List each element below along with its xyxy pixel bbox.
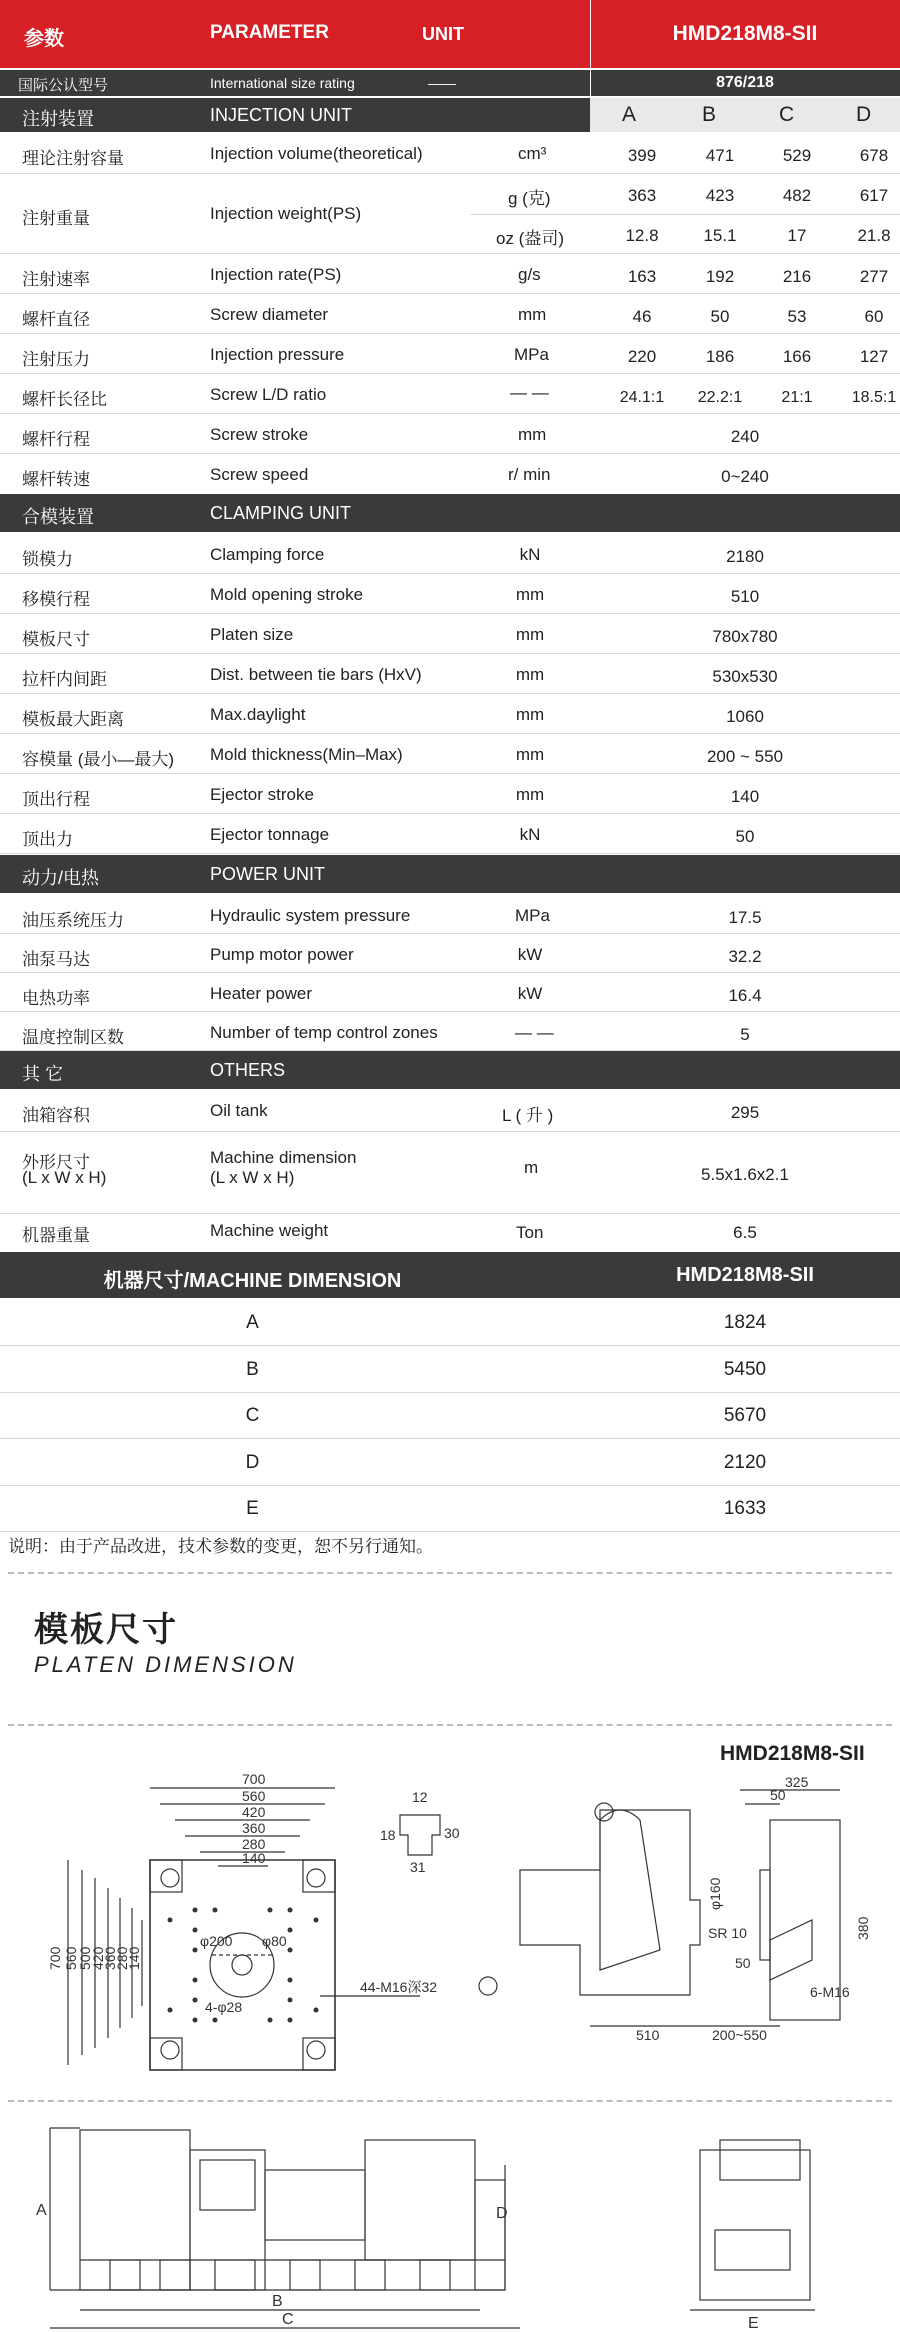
- row-value: 780x780: [712, 627, 778, 646]
- row-cn: 拉杆内间距: [22, 670, 107, 689]
- row-unit: mm: [515, 705, 545, 724]
- row-value: 617: [859, 186, 889, 205]
- label-holes: 44-M16深32: [360, 1979, 438, 1995]
- row-en: Ejector tonnage: [210, 825, 330, 844]
- row-cn: 容模量 (最小—最大): [22, 750, 175, 769]
- injection-section-header: [0, 98, 900, 132]
- row-en: Hydraulic system pressure: [210, 906, 411, 925]
- row-divider: [0, 453, 900, 454]
- platen-drawing: [0, 1760, 900, 2080]
- row-cn: 螺杆行程: [22, 430, 90, 449]
- dimension-header: [0, 1252, 900, 1298]
- row-value: 240: [730, 427, 760, 446]
- row-en: Screw diameter: [210, 305, 329, 324]
- row-cn: 移模行程: [22, 590, 90, 609]
- dim-d-label: D: [496, 2205, 508, 2222]
- label-d200: φ200: [200, 1933, 233, 1949]
- side-510: 510: [636, 2027, 660, 2043]
- row-unit: cm³: [518, 144, 547, 163]
- side-50b: 50: [735, 1955, 751, 1971]
- row-en: Injection weight(PS): [210, 204, 362, 223]
- end-view-top: [720, 2140, 800, 2180]
- others-section-cn: 其 它: [22, 1064, 64, 1084]
- row-divider: [0, 293, 900, 294]
- row-unit: g (克): [508, 189, 551, 208]
- row-cn: 螺杆长径比: [22, 390, 107, 409]
- row-unit: kW: [517, 984, 543, 1003]
- side-325: 325: [785, 1774, 809, 1790]
- power-section-header: [0, 855, 900, 893]
- row-unit: kN: [519, 825, 541, 844]
- row-divider: [0, 1485, 900, 1486]
- dashed-divider: [8, 1724, 892, 1726]
- row-en: Screw speed: [210, 465, 309, 484]
- side-6m16: 6-M16: [810, 1984, 850, 2000]
- row-value: 21:1: [781, 389, 813, 406]
- dim-left-140: 140: [126, 1946, 142, 1970]
- dimension-value: 5670: [723, 1405, 767, 1426]
- row-value: 22.2:1: [697, 389, 743, 406]
- row-divider: [0, 413, 900, 414]
- rating-cn: 国际公认型号: [18, 77, 109, 94]
- row-cn: 螺杆转速: [22, 470, 90, 489]
- row-divider: [0, 373, 900, 374]
- dim-420-label: 420: [242, 1804, 266, 1820]
- dim-700-label: 700: [242, 1771, 266, 1787]
- row-divider: [0, 972, 900, 973]
- row-divider: [0, 173, 900, 174]
- header-col-param-cn: 参数: [24, 28, 64, 50]
- dim-left-500: 500: [77, 1946, 93, 1970]
- row-unit: kN: [519, 545, 541, 564]
- col-a: A: [622, 103, 637, 126]
- row-divider: [470, 214, 900, 215]
- row-unit: g/s: [518, 265, 541, 284]
- row-unit: r/ min: [508, 465, 551, 484]
- row-en: Platen size: [210, 625, 294, 644]
- row-en: Pump motor power: [210, 945, 354, 964]
- slot-18: 18: [380, 1827, 396, 1843]
- row-divider: [0, 1011, 900, 1012]
- dim-140-label: 140: [242, 1850, 266, 1866]
- row-unit: mm: [515, 665, 545, 684]
- platen-title-cn: 模板尺寸: [34, 1611, 178, 1649]
- injection-section-cn: 注射装置: [22, 109, 94, 129]
- row-unit: kW: [517, 945, 543, 964]
- platen-title-en: PLATEN DIMENSION: [34, 1652, 297, 1677]
- row-unit: Ton: [516, 1223, 544, 1242]
- row-value: 21.8: [857, 226, 891, 245]
- row-divider: [0, 853, 900, 854]
- row-value: 53: [787, 307, 807, 326]
- row-divider: [0, 333, 900, 334]
- row-value: 295: [730, 1103, 760, 1122]
- row-cn: 外形尺寸: [22, 1153, 90, 1172]
- row-en: Injection rate(PS): [210, 265, 342, 284]
- row-value: 5: [740, 1025, 750, 1044]
- row-divider: [0, 613, 900, 614]
- row-value: 220: [627, 347, 657, 366]
- row-unit: L ( 升 ): [502, 1106, 554, 1125]
- dimension-model: HMD218M8-SII: [676, 1264, 814, 1286]
- dimension-label: A: [246, 1312, 259, 1333]
- dim-360-label: 360: [242, 1820, 266, 1836]
- row-value: 24.1:1: [619, 389, 665, 406]
- row-cn: 模板最大距离: [22, 710, 124, 729]
- row-cn: 模板尺寸: [22, 630, 90, 649]
- dimension-label: D: [245, 1451, 260, 1473]
- row-en: Mold opening stroke: [210, 585, 364, 604]
- row-en: Max.daylight: [210, 705, 306, 724]
- row-value: 163: [627, 267, 657, 286]
- row-value: 192: [705, 267, 735, 286]
- row-en: Machine weight: [210, 1221, 329, 1240]
- row-en: Injection volume(theoretical): [210, 144, 423, 163]
- row-en: Screw stroke: [210, 425, 309, 444]
- dim-left-280: 280: [114, 1946, 130, 1970]
- col-d: D: [856, 103, 872, 126]
- row-en: Clamping force: [210, 545, 325, 564]
- clamping-section-cn: 合模装置: [22, 507, 94, 527]
- row-divider: [0, 933, 900, 934]
- row-divider: [0, 1345, 900, 1346]
- rating-en: International size rating: [210, 75, 355, 91]
- dimension-label: E: [246, 1498, 259, 1519]
- dim-left-420: 420: [90, 1946, 106, 1970]
- row-divider: [0, 1392, 900, 1393]
- row-cn: 螺杆直径: [22, 310, 90, 329]
- row-value: 529: [782, 146, 812, 165]
- row-unit: oz (盎司): [496, 229, 564, 248]
- row-divider: [0, 1131, 900, 1132]
- row-value: 60: [864, 307, 884, 326]
- row-value: 50: [735, 827, 755, 846]
- row-value: 32.2: [728, 947, 762, 966]
- row-cn: 顶出行程: [22, 790, 90, 809]
- slot-30: 30: [444, 1825, 460, 1841]
- dimension-label: C: [245, 1405, 260, 1426]
- row-divider: [0, 1213, 900, 1214]
- row-en: Injection pressure: [210, 345, 345, 364]
- slot-31: 31: [410, 1859, 426, 1875]
- side-380: 380: [855, 1916, 871, 1940]
- row-value: 12.8: [625, 226, 659, 245]
- col-b: B: [702, 103, 717, 126]
- side-d160: φ160: [707, 1877, 723, 1910]
- tie-bar-corner: [150, 2038, 182, 2070]
- row-value: 2180: [726, 547, 764, 566]
- rating-row: [0, 70, 900, 96]
- row-value: 46: [632, 307, 652, 326]
- label-d80: φ80: [262, 1933, 287, 1949]
- side-200-550: 200~550: [712, 2027, 767, 2043]
- row-en: Oil tank: [210, 1101, 268, 1120]
- machine-frame: [80, 2130, 190, 2290]
- row-value: 482: [782, 186, 812, 205]
- row-value: 1060: [726, 707, 764, 726]
- dim-280-label: 280: [242, 1836, 266, 1852]
- row-divider: [0, 253, 900, 254]
- dim-b-label: B: [272, 2293, 283, 2310]
- row-en: Dist. between tie bars (HxV): [210, 665, 422, 684]
- row-value: 17: [787, 226, 807, 245]
- side-50a: 50: [770, 1787, 786, 1803]
- row-cn: 注射速率: [22, 270, 90, 289]
- clamping-section-en: CLAMPING UNIT: [210, 503, 352, 523]
- row-value: 5.5x1.6x2.1: [701, 1165, 789, 1184]
- others-section-header: [0, 1051, 900, 1089]
- dim-560-label: 560: [242, 1788, 266, 1804]
- row-value: 363: [627, 186, 657, 205]
- row-value: 15.1: [703, 226, 737, 245]
- row-unit: MPa: [514, 345, 549, 364]
- dashed-divider: [8, 1572, 892, 1574]
- col-c: C: [779, 103, 795, 126]
- row-value: 678: [859, 146, 889, 165]
- row-cn: 油压系统压力: [22, 911, 124, 930]
- row-cn: 温度控制区数: [22, 1028, 124, 1047]
- row-cn: 注射压力: [22, 350, 90, 369]
- label-ejector: 4-φ28: [205, 1999, 243, 2015]
- platen-model: HMD218M8-SII: [720, 1742, 865, 1765]
- header-model: HMD218M8-SII: [672, 22, 818, 45]
- row-value: 471: [705, 146, 735, 165]
- row-unit: mm: [515, 625, 545, 644]
- header-col-unit: UNIT: [422, 24, 464, 44]
- clamping-section-header: [0, 494, 900, 532]
- injection-section-en: INJECTION UNIT: [210, 105, 352, 125]
- row-unit: — —: [515, 1023, 554, 1042]
- row-en: (L x W x H): [210, 1168, 295, 1187]
- t-slot-detail: [380, 1789, 460, 1875]
- row-value: 0~240: [721, 467, 769, 486]
- row-value: 50: [710, 307, 730, 326]
- row-cn: 机器重量: [22, 1226, 90, 1245]
- row-divider: [0, 693, 900, 694]
- dashed-divider: [8, 2100, 892, 2102]
- dimension-title: 机器尺寸/MACHINE DIMENSION: [103, 1270, 402, 1292]
- injection-col-header-bg: [590, 98, 900, 132]
- tie-bar-corner: [150, 1860, 182, 1892]
- row-unit: mm: [518, 305, 547, 324]
- row-cn: 顶出力: [22, 830, 73, 849]
- dim-c-label: C: [282, 2311, 294, 2328]
- row-en: Number of temp control zones: [210, 1023, 438, 1042]
- row-unit: mm: [515, 745, 545, 764]
- dim-a-label: A: [36, 2202, 47, 2219]
- row-unit: — —: [510, 383, 549, 402]
- row-divider: [0, 573, 900, 574]
- row-value: 510: [730, 587, 760, 606]
- side-view: [479, 1790, 840, 2026]
- tie-bar-hole: [307, 1869, 325, 1887]
- row-value: 17.5: [728, 908, 762, 927]
- dimension-value: 1633: [723, 1498, 767, 1519]
- row-cn: (L x W x H): [22, 1168, 107, 1187]
- row-value: 186: [705, 347, 735, 366]
- row-unit: m: [524, 1158, 539, 1177]
- dimension-value: 2120: [723, 1451, 767, 1473]
- row-cn: 锁模力: [22, 550, 73, 569]
- row-divider: [0, 733, 900, 734]
- machine-drawing: [0, 2110, 900, 2332]
- dim-left-560: 560: [63, 1946, 79, 1970]
- end-view-body: [700, 2150, 810, 2300]
- row-en: Machine dimension: [210, 1148, 357, 1167]
- row-en: Ejector stroke: [210, 785, 314, 804]
- dim-left-360: 360: [102, 1946, 118, 1970]
- table-header: [0, 0, 900, 68]
- row-en: Screw L/D ratio: [210, 385, 327, 404]
- dim-e-label: E: [748, 2315, 759, 2332]
- row-value: 140: [730, 787, 760, 806]
- row-value: 16.4: [728, 986, 762, 1005]
- dim-left-700: 700: [47, 1946, 63, 1970]
- row-unit: mm: [518, 425, 547, 444]
- power-section-cn: 动力/电热: [22, 868, 100, 888]
- row-unit: MPa: [515, 906, 550, 925]
- row-en: Mold thickness(Min–Max): [210, 745, 403, 764]
- row-divider: [0, 1438, 900, 1439]
- disclaimer-note: 说明：由于产品改进，技术参数的变更，恕不另行通知。: [8, 1537, 433, 1556]
- mounting-holes: [168, 1908, 319, 2023]
- row-cn: 电热功率: [22, 989, 90, 1008]
- row-value: 18.5:1: [851, 389, 897, 406]
- row-value: 423: [705, 186, 735, 205]
- center-hole: [232, 1955, 252, 1975]
- row-value: 216: [782, 267, 812, 286]
- row-cn: 注射重量: [22, 209, 90, 228]
- row-cn: 油箱容积: [22, 1106, 90, 1125]
- row-cn: 油泵马达: [22, 950, 90, 969]
- row-cn: 理论注射容量: [22, 149, 124, 168]
- row-en: Heater power: [210, 984, 313, 1003]
- rating-dash: ——: [428, 75, 456, 91]
- slot-12: 12: [412, 1789, 428, 1805]
- row-value: 127: [859, 347, 889, 366]
- row-unit: mm: [515, 585, 545, 604]
- row-divider: [0, 773, 900, 774]
- power-section-en: POWER UNIT: [210, 864, 325, 884]
- row-divider: [0, 653, 900, 654]
- row-value: 530x530: [712, 667, 778, 686]
- header-col-param-en: PARAMETER: [210, 22, 329, 43]
- row-value: 6.5: [733, 1223, 757, 1242]
- row-value: 200 ~ 550: [706, 747, 784, 766]
- row-value: 399: [627, 146, 657, 165]
- tie-bar-hole: [161, 1869, 179, 1887]
- row-divider: [0, 813, 900, 814]
- dimension-value: 1824: [723, 1312, 767, 1333]
- side-sr10: SR 10: [708, 1925, 747, 1941]
- dimension-label: B: [246, 1358, 259, 1380]
- tie-bar-hole: [307, 2041, 325, 2059]
- others-section-en: OTHERS: [210, 1060, 286, 1080]
- row-value: 277: [859, 267, 889, 286]
- dimension-value: 5450: [723, 1358, 767, 1380]
- row-value: 166: [782, 347, 812, 366]
- rating-value: 876/218: [716, 74, 774, 91]
- tie-bar-hole: [161, 2041, 179, 2059]
- row-unit: mm: [515, 785, 545, 804]
